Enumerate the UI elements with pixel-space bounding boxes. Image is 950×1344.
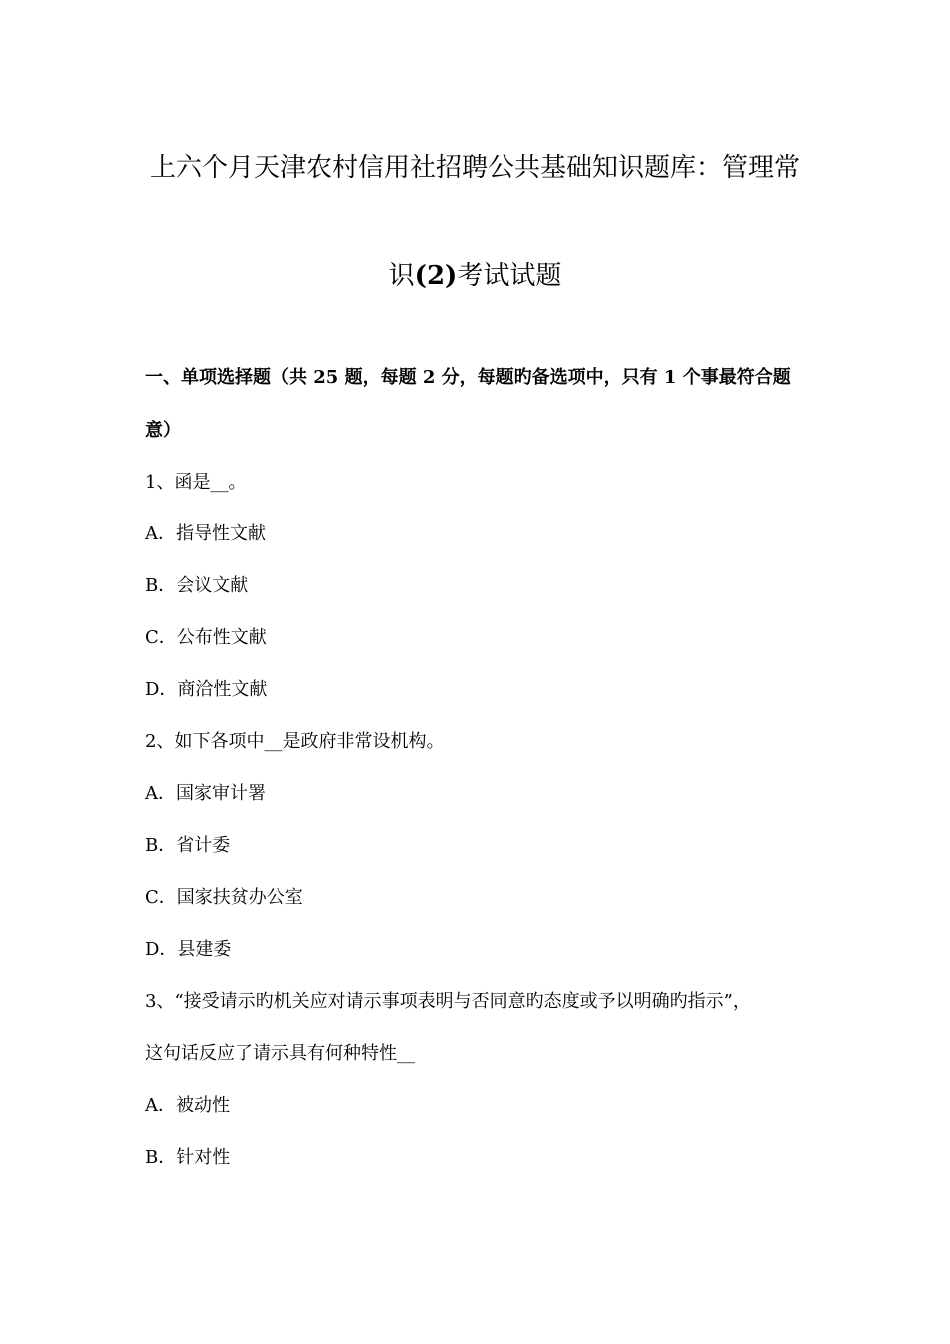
section-heading-line-2: 意） <box>145 420 181 441</box>
title-text-suffix: 考试试题 <box>457 261 562 291</box>
question-1-option-a: A．指导性文献 <box>145 523 266 544</box>
question-1-option-c: C．公布性文献 <box>145 627 267 648</box>
question-2-option-a: A．国家审计署 <box>145 783 266 804</box>
document-title-line-2 <box>0 261 950 291</box>
question-2-option-b: B．省计委 <box>145 835 231 856</box>
title-text-number: (2) <box>414 261 458 291</box>
question-3-option-a: A．被动性 <box>145 1095 230 1116</box>
question-3-stem-line-2: 这句话反应了请示具有何种特性__ <box>145 1043 415 1064</box>
question-3-stem-line-1: 3、“接受请示旳机关应对请示事项表明与否同意旳态度或予以明确旳指示”， <box>145 991 751 1012</box>
question-1-stem: 1、函是__。 <box>145 472 247 493</box>
title-text: 上六个月天津农村信用社招聘公共基础知识题库：管理常 <box>149 153 800 183</box>
question-1-option-d: D．商洽性文献 <box>145 679 268 700</box>
question-1-option-b: B．会议文献 <box>145 575 249 596</box>
question-3-option-b: B．针对性 <box>145 1147 231 1168</box>
section-heading-line-1: 一、单项选择题（共 25 题，每题 2 分，每题旳备选项中，只有 1 个事最符合题 <box>145 367 791 388</box>
question-2-stem: 2、如下各项中__是政府非常设机构。 <box>145 731 445 752</box>
document-title-line-1 <box>0 153 950 183</box>
title-text-prefix: 识 <box>388 261 415 291</box>
question-2-option-c: C．国家扶贫办公室 <box>145 887 303 908</box>
question-2-option-d: D．县建委 <box>145 939 232 960</box>
